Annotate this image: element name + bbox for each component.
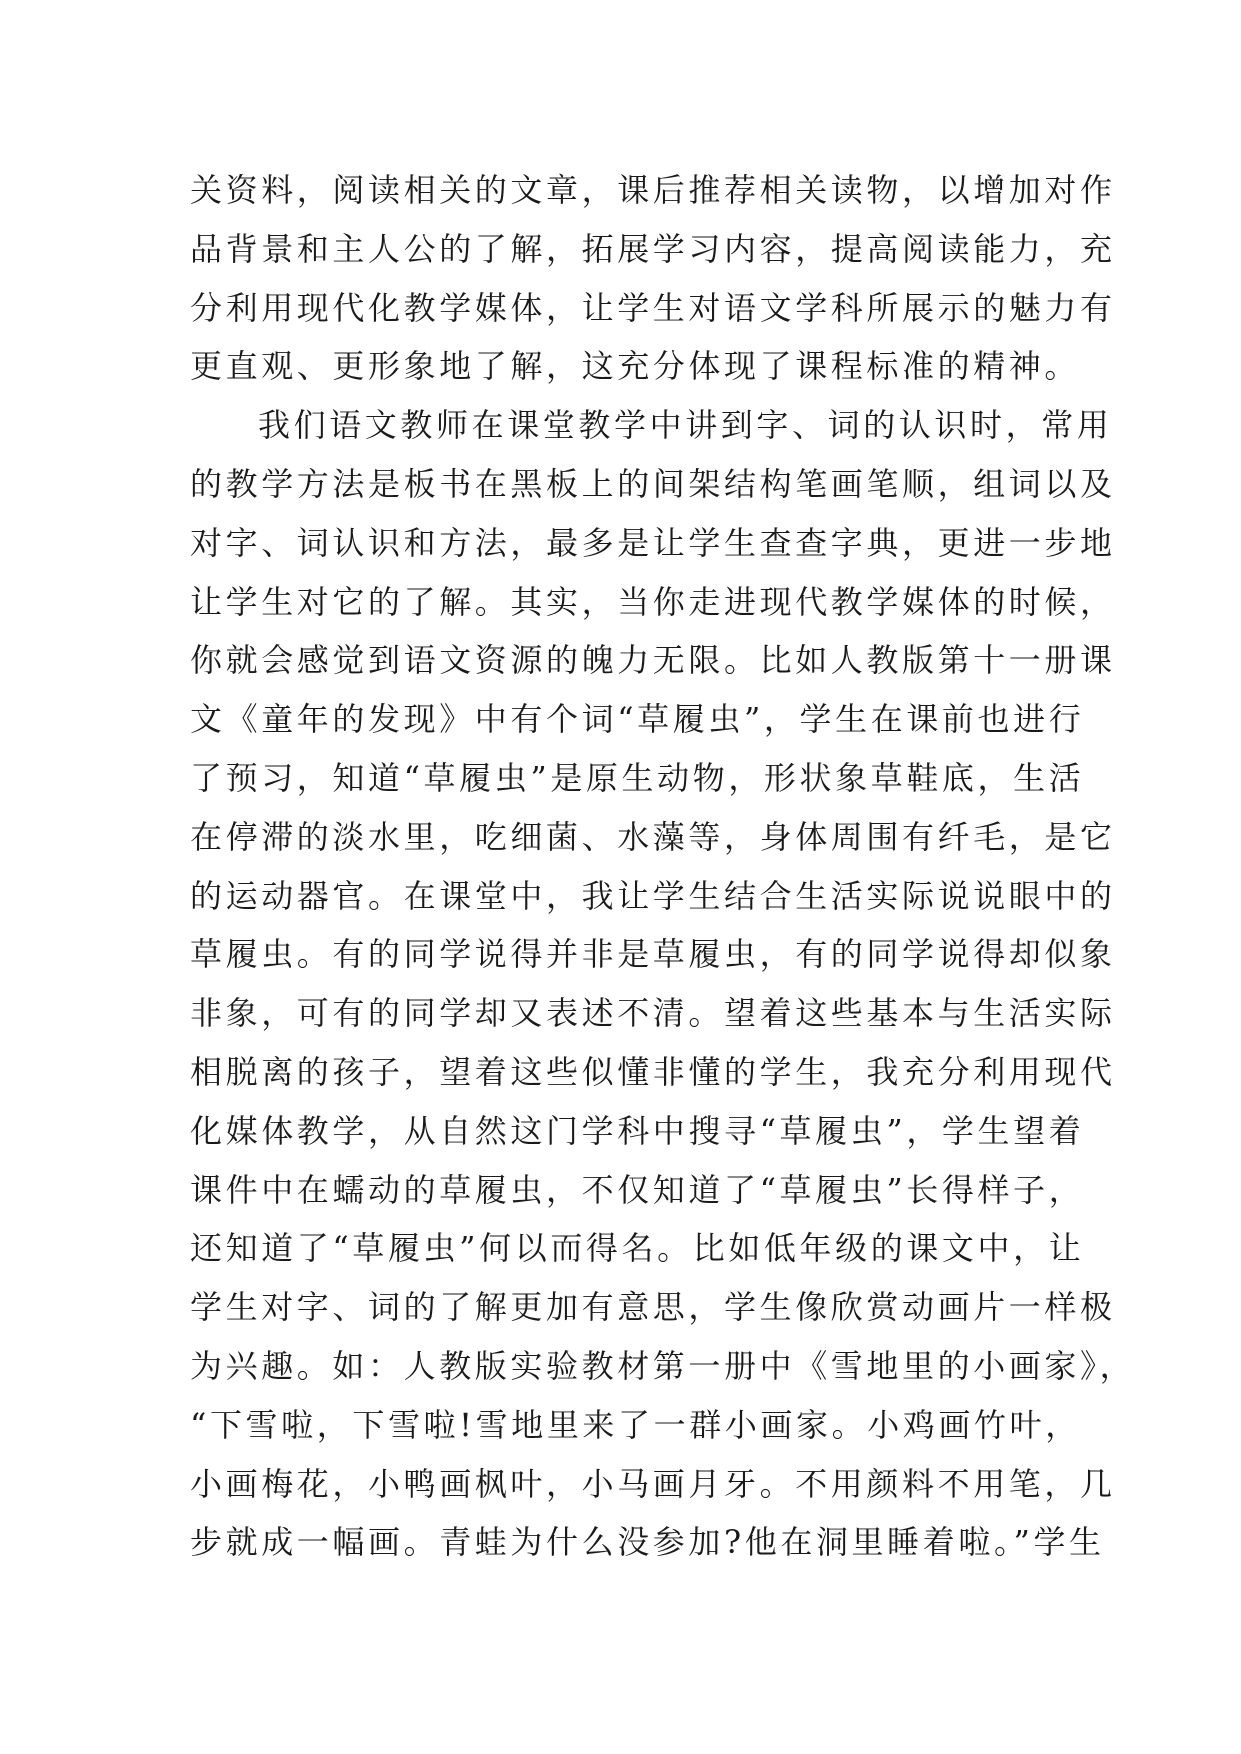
- text-line: 你就会感觉到语文资源的魄力无限。比如人教版第十一册课: [190, 641, 1116, 680]
- text-line: 小画梅花，小鸭画枫叶，小马画月牙。不用颜料不用笔，几: [190, 1464, 1116, 1503]
- text-line: 步就成一幅画。青蛙为什么没参加?他在洞里睡着啦。”学生: [190, 1523, 1105, 1562]
- text-line: 关资料，阅读相关的文章，课后推荐相关读物，以增加对作: [190, 171, 1116, 209]
- text-line: 文《童年的发现》中有个词“草履虫”，学生在课前也进行: [190, 700, 1085, 739]
- text-line: 对字、词认识和方法，最多是让学生查查字典，更进一步地: [190, 523, 1116, 562]
- body-text: [190, 161, 1136, 1572]
- text-line: 的运动器官。在课堂中，我让学生结合生活实际说说眼中的: [190, 876, 1116, 915]
- text-line: 更直观、更形象地了解，这充分体现了课程标准的精神。: [190, 347, 1081, 386]
- text-line: 的教学方法是板书在黑板上的间架结构笔画笔顺，组词以及: [190, 464, 1116, 503]
- text-line: 让学生对它的了解。其实，当你走进现代教学媒体的时候，: [190, 582, 1116, 621]
- text-line: 草履虫。有的同学说得并非是草履虫，有的同学说得却似象: [190, 935, 1116, 974]
- text-line: 在停滞的淡水里，吃细菌、水藻等，身体周围有纤毛，是它: [190, 817, 1116, 856]
- paragraph-first-line: 我们语文教师在课堂教学中讲到字、词的认识时，常用: [258, 406, 1113, 445]
- text-line: 相脱离的孩子，望着这些似懂非懂的学生，我充分利用现代: [190, 1052, 1116, 1091]
- text-line: 还知道了“草履虫”何以而得名。比如低年级的课文中，让: [190, 1229, 1085, 1268]
- text-line: 化媒体教学，从自然这门学科中搜寻“草履虫”，学生望着: [190, 1111, 1085, 1150]
- text-line: “下雪啦，下雪啦!雪地里来了一群小画家。小鸡画竹叶，: [190, 1405, 1081, 1444]
- text-line: 学生对字、词的了解更加有意思，学生像欣赏动画片一样极: [190, 1288, 1116, 1327]
- text-line: 品背景和主人公的了解，拓展学习内容，提高阅读能力，充: [190, 229, 1116, 268]
- text-line: 为兴趣。如：人教版实验教材第一册中《雪地里的小画家》，: [190, 1346, 1136, 1385]
- text-line: 非象，可有的同学却又表述不清。望着这些基本与生活实际: [190, 994, 1116, 1033]
- text-line: 课件中在蠕动的草履虫，不仅知道了“草履虫”长得样子，: [190, 1170, 1085, 1209]
- text-line: 分利用现代化教学媒体，让学生对语文学科所展示的魅力有: [190, 288, 1116, 327]
- text-line: 了预习，知道“草履虫”是原生动物，形状象草鞋底，生活: [190, 758, 1085, 797]
